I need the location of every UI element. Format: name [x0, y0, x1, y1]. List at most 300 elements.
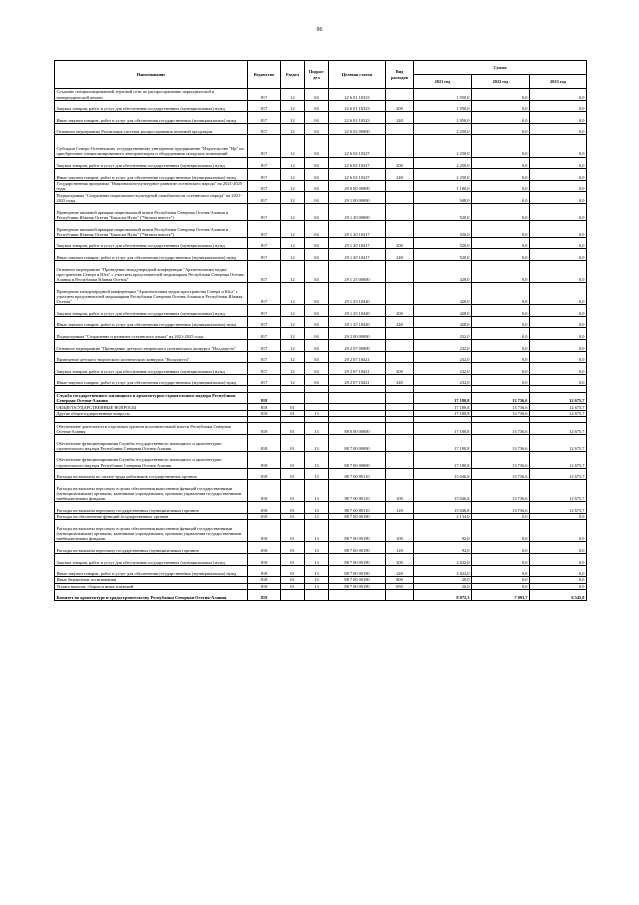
- row-2022: 13 736,6: [472, 451, 530, 468]
- row-name: Расходы на выплаты по оплате труда работников государственных органов: [55, 468, 248, 480]
- row-exp-type: 800: [386, 577, 414, 583]
- row-item: 29 2 07 10421: [329, 374, 386, 386]
- row-dept: 817: [248, 135, 281, 157]
- row-section: 01: [281, 520, 305, 542]
- table-row: [55, 340, 587, 352]
- row-2023: 0,0: [530, 316, 587, 328]
- table-row: [55, 157, 587, 169]
- row-name: Закупка товаров, работ и услуг для обеспечения государственных (муниципальных) нужд: [55, 305, 248, 317]
- row-2021: 2 022,0: [414, 554, 472, 566]
- row-item: 22 6 01 10323: [329, 112, 386, 124]
- row-subsection: 04: [305, 220, 329, 237]
- row-section: 12: [281, 135, 305, 157]
- row-section: 01: [281, 410, 305, 416]
- header-section: Раздел: [281, 61, 305, 89]
- row-dept: 817: [248, 123, 281, 135]
- row-2021: 428,0: [414, 316, 472, 328]
- row-2021: 20,0: [414, 583, 472, 589]
- row-exp-type: 200: [386, 305, 414, 317]
- table-row: [55, 434, 587, 451]
- row-2021: 17 180,8: [414, 410, 472, 416]
- row-section: 12: [281, 363, 305, 375]
- row-2022: 13 736,6: [472, 392, 530, 404]
- row-name: Другие общегосударственные вопросы: [55, 410, 248, 416]
- row-dept: 817: [248, 316, 281, 328]
- row-2021: 232,0: [414, 363, 472, 375]
- row-2021: 428,0: [414, 283, 472, 305]
- row-exp-type: [386, 589, 414, 601]
- row-subsection: 04: [305, 157, 329, 169]
- row-2023: 12 675,7: [530, 410, 587, 416]
- row-2022: 0,0: [472, 316, 530, 328]
- row-subsection: 04: [305, 203, 329, 220]
- row-subsection: 04: [305, 374, 329, 386]
- row-name: Иные закупки товаров, работ и услуг для обеспечения государственных (муниципальных) нужд: [55, 316, 248, 328]
- row-section: 01: [281, 502, 305, 514]
- row-section: 12: [281, 374, 305, 386]
- row-subsection: 04: [305, 123, 329, 135]
- row-dept: 818: [248, 434, 281, 451]
- row-section: 12: [281, 192, 305, 204]
- row-subsection: 04: [305, 100, 329, 112]
- row-dept: 817: [248, 374, 281, 386]
- row-section: 12: [281, 316, 305, 328]
- row-dept: 818: [248, 480, 281, 502]
- row-2023: 0,0: [530, 220, 587, 237]
- row-2022: 0,0: [472, 565, 530, 577]
- table-row: [55, 589, 587, 601]
- page-number: 96: [316, 27, 323, 33]
- row-2022: 0,0: [472, 351, 530, 363]
- row-subsection: 04: [305, 328, 329, 340]
- row-section: 12: [281, 100, 305, 112]
- row-2022: 0,0: [472, 112, 530, 124]
- table-row: [55, 520, 587, 542]
- row-2023: 0,0: [530, 520, 587, 542]
- row-exp-type: [386, 123, 414, 135]
- row-2021: 8 872,3: [414, 589, 472, 601]
- row-section: 12: [281, 180, 305, 192]
- row-2021: 17 180,8: [414, 451, 472, 468]
- row-section: 12: [281, 283, 305, 305]
- row-section: 01: [281, 451, 305, 468]
- row-name: Проведение международной конференции "Архитектоника медиа-пространства Севера и Юга" с участием представителей медиапарков Республики Северная Осетия-Алания и Республики Южная Осетия": [55, 283, 248, 305]
- row-name: Закупка товаров, работ и услуг для обеспечения государственных (муниципальных) нужд: [55, 363, 248, 375]
- row-exp-type: [386, 423, 414, 435]
- row-2021: 20,0: [414, 577, 472, 583]
- row-2023: 0,0: [530, 577, 587, 583]
- row-item: 22 6 02 10327: [329, 157, 386, 169]
- table-row: [55, 220, 587, 237]
- row-name: Уплата налогов, сборов и иных платежей: [55, 583, 248, 589]
- row-section: 01: [281, 565, 305, 577]
- row-item: 29 2 07 00000: [329, 340, 386, 352]
- table-row: [55, 135, 587, 157]
- row-2021: 2 022,0: [414, 565, 472, 577]
- row-name: Основное мероприятие "Проведение международной конференции "Архитектоника медиа-пространства Севера и Юга" с участием представителей медиапарков Республики Северная Осетия-Алания и Республики Южная Осетия": [55, 260, 248, 282]
- row-2023: 0,0: [530, 89, 587, 101]
- row-exp-type: [386, 180, 414, 192]
- row-2022: 0,0: [472, 180, 530, 192]
- row-2022: 0,0: [472, 513, 530, 519]
- row-section: 01: [281, 423, 305, 435]
- table-row: [55, 203, 587, 220]
- row-item: 29 1 20 10417: [329, 220, 386, 237]
- row-name: Государственная программа "Национально-культурное развитие осетинского народа" на 2021-2025 годы: [55, 180, 248, 192]
- header-dept: Ведомство: [248, 61, 281, 89]
- row-2021: 520,0: [414, 220, 472, 237]
- header-name: Наименование: [55, 61, 248, 89]
- row-dept: 817: [248, 305, 281, 317]
- row-2022: 0,0: [472, 305, 530, 317]
- row-2021: 428,0: [414, 260, 472, 282]
- row-subsection: 04: [305, 192, 329, 204]
- table-row: [55, 480, 587, 502]
- header-year-2022: 2022 год: [472, 75, 530, 89]
- row-2023: 0,0: [530, 123, 587, 135]
- row-exp-type: 240: [386, 112, 414, 124]
- row-name: Закупка товаров, работ и услуг для обеспечения государственных (муниципальных) нужд: [55, 100, 248, 112]
- row-subsection: 13: [305, 434, 329, 451]
- row-name: Иные закупки товаров, работ и услуг для обеспечения государственных (муниципальных) нужд: [55, 112, 248, 124]
- table-row: [55, 468, 587, 480]
- row-exp-type: [386, 89, 414, 101]
- table-row: [55, 305, 587, 317]
- row-dept: 818: [248, 410, 281, 416]
- row-2022: 0,0: [472, 249, 530, 261]
- row-2022: 0,0: [472, 135, 530, 157]
- row-subsection: 13: [305, 520, 329, 542]
- table-body: [55, 89, 587, 601]
- row-dept: 817: [248, 283, 281, 305]
- row-exp-type: 240: [386, 374, 414, 386]
- row-2023: 0,0: [530, 203, 587, 220]
- row-subsection: 13: [305, 513, 329, 519]
- row-name: Иные закупки товаров, работ и услуг для обеспечения государственных (муниципальных) нужд: [55, 565, 248, 577]
- row-section: 01: [281, 480, 305, 502]
- row-2023: 12 675,7: [530, 502, 587, 514]
- row-2023: 0,0: [530, 249, 587, 261]
- row-2023: 0,0: [530, 112, 587, 124]
- row-2023: 0,0: [530, 340, 587, 352]
- row-name: Подпрограмма "Сохранение национально-культурной самобытности осетинского народа" на 2021-2025 годы: [55, 192, 248, 204]
- row-dept: 818: [248, 554, 281, 566]
- row-name: Расходы на выплаты персоналу государственных (муниципальных) органов: [55, 502, 248, 514]
- row-name: Закупка товаров, работ и услуг для обеспечения государственных (муниципальных) нужд: [55, 157, 248, 169]
- row-item: 88 7 00 00190: [329, 542, 386, 554]
- row-2023: 0,0: [530, 363, 587, 375]
- table-row: [55, 316, 587, 328]
- row-2023: 0,0: [530, 328, 587, 340]
- row-2021: 15 046,8: [414, 468, 472, 480]
- table-row: [55, 260, 587, 282]
- row-2023: 0,0: [530, 135, 587, 157]
- row-dept: 817: [248, 169, 281, 181]
- row-2021: 17 180,8: [414, 434, 472, 451]
- row-exp-type: [386, 468, 414, 480]
- row-2021: 17 180,8: [414, 404, 472, 410]
- row-2021: 15 046,8: [414, 502, 472, 514]
- row-section: [281, 589, 305, 601]
- row-item: 88 7 00 00190: [329, 520, 386, 542]
- row-2023: 0,0: [530, 554, 587, 566]
- row-subsection: 04: [305, 340, 329, 352]
- row-name: Подпрограмма "Сохранение и развитие осетинского языка" на 2021-2025 годы: [55, 328, 248, 340]
- row-2023: 0,0: [530, 260, 587, 282]
- table-row: [55, 351, 587, 363]
- row-section: 12: [281, 260, 305, 282]
- row-name: Расходы на выплаты персоналу государственных (муниципальных) органов: [55, 542, 248, 554]
- row-2021: 232,0: [414, 340, 472, 352]
- row-dept: 817: [248, 157, 281, 169]
- row-exp-type: 200: [386, 157, 414, 169]
- row-name: Расходы на выплаты персоналу в целях обеспечения выполнения функций государственными (муниципальными) органами, казенными учреждениями, органами управления государственными внебюджетными фондами: [55, 520, 248, 542]
- row-exp-type: 100: [386, 520, 414, 542]
- table-row: [55, 169, 587, 181]
- row-name: Иные закупки товаров, работ и услуг для обеспечения государственных (муниципальных) нужд: [55, 249, 248, 261]
- row-item: 29 2 07 10421: [329, 363, 386, 375]
- row-2022: 13 736,6: [472, 423, 530, 435]
- row-name: Комитет по архитектуре и градостроительству Республики Северная Осетия-Алания: [55, 589, 248, 601]
- row-item: 88 0 00 00000: [329, 423, 386, 435]
- row-2023: 0,0: [530, 237, 587, 249]
- row-2023: 0,0: [530, 565, 587, 577]
- row-exp-type: [386, 220, 414, 237]
- table-row: [55, 451, 587, 468]
- row-exp-type: [386, 135, 414, 157]
- row-2021: 520,0: [414, 203, 472, 220]
- row-item: 88 7 00 00110: [329, 480, 386, 502]
- row-2021: 232,0: [414, 351, 472, 363]
- row-subsection: 13: [305, 451, 329, 468]
- row-2021: 2 134,0: [414, 513, 472, 519]
- row-exp-type: [386, 260, 414, 282]
- row-2023: 6 545,8: [530, 589, 587, 601]
- row-dept: 818: [248, 565, 281, 577]
- row-subsection: 13: [305, 423, 329, 435]
- row-exp-type: [386, 203, 414, 220]
- row-2023: 0,0: [530, 351, 587, 363]
- row-subsection: 04: [305, 351, 329, 363]
- row-2022: 7 093,7: [472, 589, 530, 601]
- row-section: 12: [281, 328, 305, 340]
- row-2021: 17 180,8: [414, 423, 472, 435]
- row-section: 01: [281, 577, 305, 583]
- row-dept: 817: [248, 351, 281, 363]
- row-2022: 0,0: [472, 237, 530, 249]
- header-year-2021: 2021 год: [414, 75, 472, 89]
- row-name: Расходы на выплаты персоналу в целях обеспечения выполнения функций государственными (муниципальными) органами, казенными учреждениями, органами управления государственными внебюджетными фондами: [55, 480, 248, 502]
- row-2021: 17 180,8: [414, 392, 472, 404]
- row-subsection: [305, 392, 329, 404]
- row-exp-type: [386, 340, 414, 352]
- row-subsection: 04: [305, 135, 329, 157]
- row-name: Обеспечение функционирования Службы государственного жилищного и архитектурно-строительного надзора Республики Северная Осетия-Алания: [55, 451, 248, 468]
- row-exp-type: 200: [386, 100, 414, 112]
- row-2022: 0,0: [472, 340, 530, 352]
- row-subsection: 13: [305, 577, 329, 583]
- row-item: 88 7 00 00110: [329, 468, 386, 480]
- row-item: 29 1 20 00000: [329, 203, 386, 220]
- row-dept: 818: [248, 423, 281, 435]
- row-section: 12: [281, 340, 305, 352]
- row-subsection: 13: [305, 583, 329, 589]
- table-row: [55, 180, 587, 192]
- row-name: Обеспечение деятельности отдельных органов исполнительной власти Республики Северная Осетия-Алания: [55, 423, 248, 435]
- table-row: [55, 283, 587, 305]
- row-name: Расходы на обеспечение функций государственных органов: [55, 513, 248, 519]
- table-row: [55, 89, 587, 101]
- table-row: [55, 502, 587, 514]
- row-item: 29 1 25 10420: [329, 283, 386, 305]
- row-section: 01: [281, 554, 305, 566]
- row-dept: 817: [248, 112, 281, 124]
- row-item: 88 7 00 00000: [329, 434, 386, 451]
- row-section: 12: [281, 351, 305, 363]
- row-name: Проведение детского творческого поэтического конкурса "Нолдзаугта": [55, 351, 248, 363]
- row-name: Проведение книжной ярмарки национальной книги Республики Северная Осетия-Алания и Республики Южная Осетия "Бакасам Нуна" ("Читаем вместе"): [55, 203, 248, 220]
- row-item: 88 7 00 00190: [329, 565, 386, 577]
- row-exp-type: [386, 192, 414, 204]
- row-2021: 520,0: [414, 237, 472, 249]
- row-name: Иные бюджетные ассигнования: [55, 577, 248, 583]
- row-dept: 818: [248, 392, 281, 404]
- row-name: Закупка товаров, работ и услуг для обеспечения государственных (муниципальных) нужд: [55, 554, 248, 566]
- row-2023: 0,0: [530, 169, 587, 181]
- row-dept: 818: [248, 404, 281, 410]
- header-exp-type: Вид расходов: [386, 61, 414, 89]
- row-item: 88 7 00 00190: [329, 583, 386, 589]
- row-dept: 817: [248, 260, 281, 282]
- row-exp-type: 200: [386, 363, 414, 375]
- row-section: 12: [281, 237, 305, 249]
- row-2022: 0,0: [472, 542, 530, 554]
- row-2022: 0,0: [472, 554, 530, 566]
- row-subsection: 04: [305, 89, 329, 101]
- row-subsection: 13: [305, 542, 329, 554]
- row-dept: 818: [248, 451, 281, 468]
- row-2023: 0,0: [530, 192, 587, 204]
- row-item: [329, 392, 386, 404]
- row-exp-type: 240: [386, 249, 414, 261]
- row-exp-type: [386, 434, 414, 451]
- row-2021: 1 180,0: [414, 180, 472, 192]
- table-row: [55, 554, 587, 566]
- table-row: [55, 328, 587, 340]
- table-row: [55, 112, 587, 124]
- row-2022: 0,0: [472, 157, 530, 169]
- row-2021: 2 250,0: [414, 135, 472, 157]
- header-year-2023: 2023 год: [530, 75, 587, 89]
- row-2022: 13 736,6: [472, 404, 530, 410]
- row-item: 29 1 25 10420: [329, 305, 386, 317]
- row-subsection: 13: [305, 468, 329, 480]
- row-dept: 817: [248, 220, 281, 237]
- table-header: [55, 61, 587, 89]
- row-section: 01: [281, 513, 305, 519]
- row-dept: 818: [248, 583, 281, 589]
- row-section: 12: [281, 123, 305, 135]
- row-dept: 817: [248, 237, 281, 249]
- row-name: Иные закупки товаров, работ и услуг для обеспечения государственных (муниципальных) нужд: [55, 169, 248, 181]
- row-section: 12: [281, 305, 305, 317]
- row-subsection: 04: [305, 283, 329, 305]
- row-dept: 817: [248, 340, 281, 352]
- row-2022: 0,0: [472, 374, 530, 386]
- table-row: [55, 363, 587, 375]
- row-section: 12: [281, 249, 305, 261]
- budget-table: [54, 60, 587, 601]
- row-item: 22 6 02 10327: [329, 135, 386, 157]
- row-subsection: 04: [305, 305, 329, 317]
- row-2021: 92,0: [414, 520, 472, 542]
- row-subsection: 04: [305, 260, 329, 282]
- row-section: 12: [281, 203, 305, 220]
- row-2022: 0,0: [472, 203, 530, 220]
- row-name: Создание специализированной торговой сети по распространению периодической и непериодической печати: [55, 89, 248, 101]
- row-2021: 15 046,8: [414, 480, 472, 502]
- row-subsection: 04: [305, 180, 329, 192]
- row-subsection: 04: [305, 249, 329, 261]
- row-2023: 0,0: [530, 157, 587, 169]
- row-dept: 817: [248, 89, 281, 101]
- row-2022: 0,0: [472, 169, 530, 181]
- row-2022: 0,0: [472, 220, 530, 237]
- row-2021: 2 250,0: [414, 123, 472, 135]
- row-2022: 0,0: [472, 363, 530, 375]
- row-dept: 817: [248, 328, 281, 340]
- row-2022: 0,0: [472, 520, 530, 542]
- row-2022: 0,0: [472, 577, 530, 583]
- row-section: 12: [281, 112, 305, 124]
- row-2022: 0,0: [472, 283, 530, 305]
- row-2022: 13 736,6: [472, 480, 530, 502]
- row-2023: 0,0: [530, 180, 587, 192]
- row-item: 22 6 02 00000: [329, 123, 386, 135]
- row-subsection: 04: [305, 169, 329, 181]
- table-row: [55, 249, 587, 261]
- row-dept: 817: [248, 249, 281, 261]
- table-row: [55, 423, 587, 435]
- row-name: Закупка товаров, работ и услуг для обеспечения государственных (муниципальных) нужд: [55, 237, 248, 249]
- row-subsection: 13: [305, 554, 329, 566]
- row-item: 22 6 01 10323: [329, 100, 386, 112]
- row-item: 29 1 25 00000: [329, 260, 386, 282]
- row-dept: 817: [248, 203, 281, 220]
- row-item: 29 1 25 10420: [329, 316, 386, 328]
- row-2021: 1 950,0: [414, 89, 472, 101]
- row-item: 88 7 00 00190: [329, 577, 386, 583]
- row-2023: 12 675,7: [530, 392, 587, 404]
- row-2021: 1 950,0: [414, 100, 472, 112]
- table-row: [55, 237, 587, 249]
- row-section: 01: [281, 404, 305, 410]
- row-2023: 12 675,7: [530, 468, 587, 480]
- row-item: 29 2 00 00000: [329, 328, 386, 340]
- row-2022: 13 736,6: [472, 468, 530, 480]
- table-row: [55, 374, 587, 386]
- row-2023: 0,0: [530, 513, 587, 519]
- row-exp-type: 100: [386, 480, 414, 502]
- row-item: 29 0 00 00000: [329, 180, 386, 192]
- row-exp-type: 850: [386, 583, 414, 589]
- row-item: 88 7 00 00190: [329, 554, 386, 566]
- row-2022: 13 736,6: [472, 434, 530, 451]
- row-subsection: 04: [305, 237, 329, 249]
- header-subsection: Подраз-дел: [305, 61, 329, 89]
- row-exp-type: [386, 328, 414, 340]
- row-item: 29 2 07 10421: [329, 351, 386, 363]
